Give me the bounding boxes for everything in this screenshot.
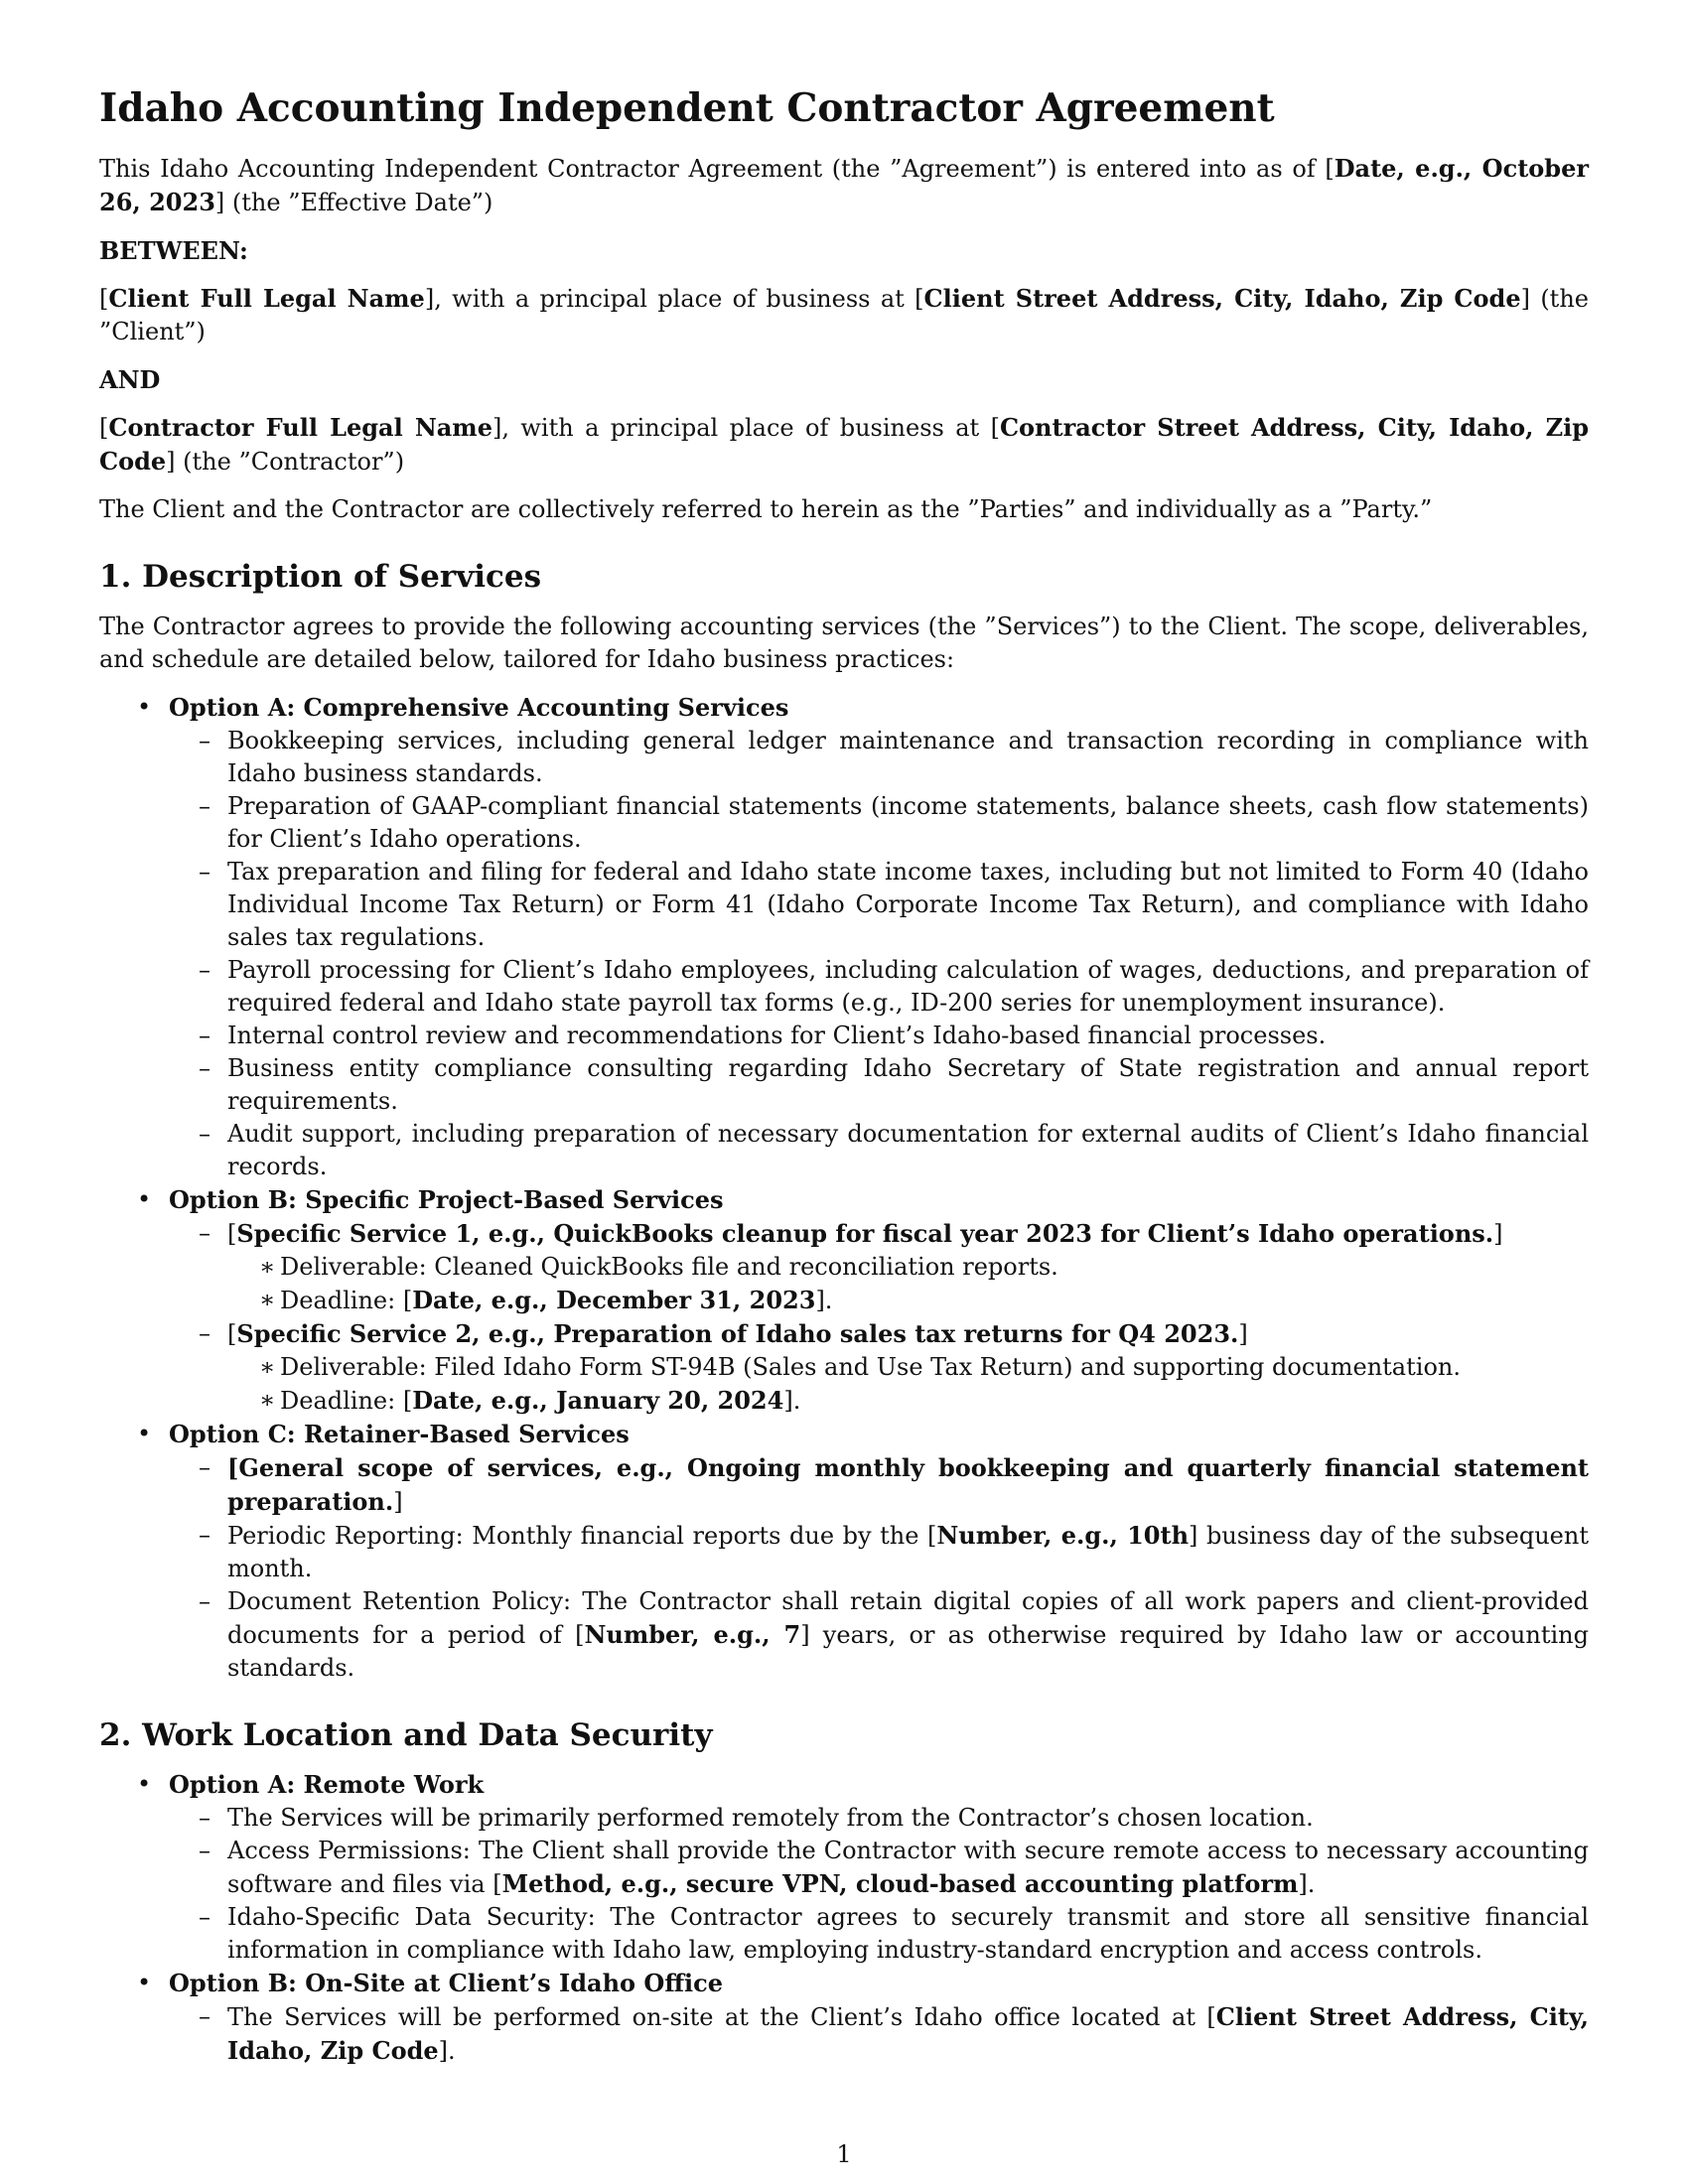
access-permissions-item: – Access Permissions: The Client shall provide the Contractor with secure remote access to necessary accounting software and files via [Method, e.g., secure VPN, cloud-based accounting platform]. xyxy=(169,1835,1589,1901)
specific-service-1: – [Specific Service 1, e.g., QuickBooks cleanup for fiscal year 2023 for Client’s Idaho operations.] ∗ Deliverable: Cleaned QuickBooks file and reconciliation reports. ∗ Deadline: [Date, e.g., December 31, 2023]. xyxy=(169,1217,1589,1317)
client-address-placeholder: Client Street Address, City, Idaho, Zip Code xyxy=(923,283,1521,313)
option-label: Option B: Specific Project-Based Services xyxy=(169,1184,724,1214)
list-item: – Internal control review and recommendations for Client’s Idaho-based financial processes. xyxy=(169,1020,1589,1052)
section-1-heading: 1. Description of Services xyxy=(99,558,542,595)
periodic-reporting-item: – Periodic Reporting: Monthly financial reports due by the [Number, e.g., 10th] business day of the subsequent month. xyxy=(169,1519,1589,1585)
option-label: Option A: Comprehensive Accounting Services xyxy=(169,692,789,722)
deadline-item: ∗ Deadline: [Date, e.g., December 31, 2023]. xyxy=(227,1284,1589,1317)
option-label: Option C: Retainer-Based Services xyxy=(169,1419,630,1448)
list-item: – Tax preparation and filing for federal and Idaho state income taxes, including but not limited to Form 40 (Idaho Individual Income Tax Return) or Form 41 (Idaho Corporate Income Tax Return), and compliance with Idaho sales tax regulations. xyxy=(169,856,1589,954)
document-title: Idaho Accounting Independent Contractor Agreement xyxy=(99,85,1275,131)
list-item: – The Services will be primarily performed remotely from the Contractor’s chosen location. xyxy=(169,1802,1589,1835)
list-item: – Payroll processing for Client’s Idaho employees, including calculation of wages, deductions, and preparation of required federal and Idaho state payroll tax forms (e.g., ID-200 series for unemployment insurance). xyxy=(169,954,1589,1020)
location-option-a xyxy=(99,1768,1589,1967)
document-page xyxy=(99,85,1589,2068)
list-item: – Audit support, including preparation of necessary documentation for external audits of Client’s Idaho financial records. xyxy=(169,1118,1589,1183)
list-item: – Bookkeeping services, including general ledger maintenance and transaction recording in compliance with Idaho business standards. xyxy=(169,725,1589,790)
contractor-name-placeholder: Contractor Full Legal Name xyxy=(108,412,492,442)
client-party-paragraph: [Client Full Legal Name], with a principal place of business at [Client Street Address, City, Idaho, Zip Code] (the ”Client”) xyxy=(99,283,1589,345)
parties-note: The Client and the Contractor are collectively referred to herein as the ”Parties” and individually as a ”Party.” xyxy=(99,494,1433,523)
contractor-address-placeholder: Contractor Street Address, City, Idaho, Zip Code xyxy=(99,412,1589,476)
contractor-party-paragraph: [Contractor Full Legal Name], with a principal place of business at [Contractor Street Address, City, Idaho, Zip Code] (the ”Contractor”) xyxy=(99,412,1589,476)
service-option-c xyxy=(99,1418,1589,1685)
section-1-intro: The Contractor agrees to provide the following accounting services (the ”Services”) to the Client. The scope, deliverables, and schedule are detailed below, tailored for Idaho business practices: xyxy=(99,612,1589,673)
list-item: – Business entity compliance consulting regarding Idaho Secretary of State registration and annual report requirements. xyxy=(169,1052,1589,1118)
specific-service-2: – [Specific Service 2, e.g., Preparation of Idaho sales tax returns for Q4 2023.] ∗ Deliverable: Filed Idaho Form ST-94B (Sales and Use Tax Return) and supporting documentation. ∗ Deadline: [Date, e.g., January 20, 2024]. xyxy=(169,1317,1589,1418)
deadline-item: ∗ Deadline: [Date, e.g., January 20, 2024]. xyxy=(227,1384,1589,1418)
location-option-b xyxy=(99,1967,1589,2068)
data-security-item: – Idaho-Specific Data Security: The Contractor agrees to securely transmit and store all sensitive financial information in compliance with Idaho law, employing industry-standard encryption and access controls. xyxy=(169,1901,1589,1967)
page-number: 1 xyxy=(836,2140,852,2168)
deliverable-item: ∗ Deliverable: Cleaned QuickBooks file and reconciliation reports. xyxy=(227,1251,1589,1284)
service-option-a xyxy=(99,691,1589,1183)
effective-date-placeholder: Date, e.g., October 26, 2023 xyxy=(99,153,1589,216)
services-options-list xyxy=(99,691,1589,1685)
client-name-placeholder: Client Full Legal Name xyxy=(108,283,425,313)
work-location-options-list xyxy=(99,1768,1589,2068)
intro-paragraph: This Idaho Accounting Independent Contractor Agreement (the ”Agreement”) is entered into as of [Date, e.g., October 26, 2023] (the ”Effective Date”) xyxy=(99,153,1589,216)
section-2-heading: 2. Work Location and Data Security xyxy=(99,1716,713,1753)
option-label: Option B: On-Site at Client’s Idaho Office xyxy=(169,1969,724,1998)
onsite-item: – The Services will be performed on-site at the Client’s Idaho office located at [Client Street Address, City, Idaho, Zip Code]. xyxy=(169,2000,1589,2068)
and-label: AND xyxy=(99,364,161,394)
between-label: BETWEEN: xyxy=(99,235,248,265)
retention-policy-item: – Document Retention Policy: The Contractor shall retain digital copies of all work papers and client-provided documents for a period of [Number, e.g., 7] years, or as otherwise required by Idaho law or accounting standards. xyxy=(169,1585,1589,1685)
service-option-b xyxy=(99,1183,1589,1418)
retainer-scope-item: – [General scope of services, e.g., Ongoing monthly bookkeeping and quarterly financial statement preparation.] xyxy=(169,1451,1589,1519)
option-label: Option A: Remote Work xyxy=(169,1770,485,1800)
deliverable-item: ∗ Deliverable: Filed Idaho Form ST-94B (Sales and Use Tax Return) and supporting documentation. xyxy=(227,1351,1589,1384)
list-item: – Preparation of GAAP-compliant financial statements (income statements, balance sheets, cash flow statements) for Client’s Idaho operations. xyxy=(169,790,1589,856)
